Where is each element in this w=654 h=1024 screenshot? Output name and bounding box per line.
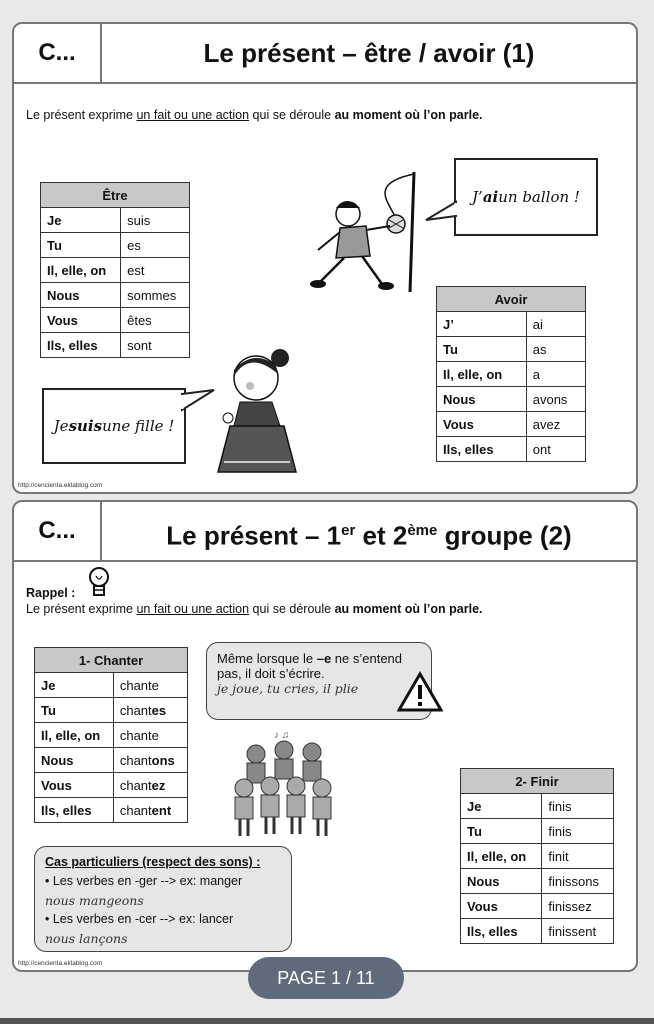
svg-text:♪ ♫: ♪ ♫ bbox=[274, 730, 290, 741]
speech-bubble-girl bbox=[42, 388, 186, 464]
note-line bbox=[217, 651, 421, 666]
table-row bbox=[437, 412, 586, 437]
bubble-verb: suis bbox=[68, 417, 103, 435]
pronoun: Vous bbox=[437, 412, 527, 437]
lesson-card-etre-avoir bbox=[12, 22, 638, 494]
pronoun: Je bbox=[35, 673, 114, 698]
table-row bbox=[41, 258, 190, 283]
intro-underlined: un fait ou une action bbox=[136, 108, 250, 122]
table-row bbox=[41, 208, 190, 233]
pronoun: Vous bbox=[41, 308, 121, 333]
pronoun: Tu bbox=[437, 337, 527, 362]
title-part: Le présent – 1 bbox=[166, 520, 342, 551]
table-row bbox=[461, 819, 614, 844]
note-text: ne s’entend bbox=[331, 651, 403, 666]
table-row bbox=[35, 773, 188, 798]
pronoun: Nous bbox=[461, 869, 542, 894]
table-row bbox=[35, 798, 188, 823]
pronoun: Nous bbox=[35, 748, 114, 773]
verb-stem: chant bbox=[119, 727, 152, 743]
table-row bbox=[437, 387, 586, 412]
special-cases-title: Cas particuliers (respect des sons) : bbox=[45, 855, 261, 869]
table-row bbox=[461, 894, 614, 919]
verb-form bbox=[113, 698, 187, 723]
intro-bold: au moment où l’on parle. bbox=[334, 602, 483, 616]
pronoun: Vous bbox=[461, 894, 542, 919]
intro-text: qui se déroule bbox=[249, 108, 335, 122]
card-header bbox=[14, 502, 636, 562]
bubble-text: Je bbox=[53, 417, 69, 435]
pronoun: Ils, elles bbox=[437, 437, 527, 462]
table-finir bbox=[460, 768, 614, 944]
table-row bbox=[437, 437, 586, 462]
verb-form: sont bbox=[121, 333, 190, 358]
table-row bbox=[41, 283, 190, 308]
title-sup: ème bbox=[407, 522, 438, 539]
table-header: 1- Chanter bbox=[35, 648, 188, 673]
verb-form: as bbox=[526, 337, 585, 362]
verb-form: ont bbox=[526, 437, 585, 462]
card-header bbox=[14, 24, 636, 84]
verb-stem: chant bbox=[119, 777, 152, 793]
verb-ending: ez bbox=[151, 777, 166, 793]
intro-underlined: un fait ou une action bbox=[136, 602, 250, 616]
verb-form: êtes bbox=[121, 308, 190, 333]
pronoun: Je bbox=[461, 794, 542, 819]
card-title bbox=[102, 502, 636, 560]
bottom-bar bbox=[0, 1018, 654, 1024]
pronoun: Il, elle, on bbox=[437, 362, 527, 387]
table-header: Être bbox=[41, 183, 190, 208]
title-part: groupe (2) bbox=[437, 520, 572, 551]
pronoun: Il, elle, on bbox=[41, 258, 121, 283]
bubble-text: un ballon ! bbox=[498, 188, 580, 206]
intro-sentence bbox=[26, 108, 483, 122]
verb-form: avez bbox=[526, 412, 585, 437]
verb-ending: ent bbox=[151, 802, 172, 818]
verb-ending: ons bbox=[151, 752, 175, 768]
verb-stem: chant bbox=[119, 677, 152, 693]
intro-sentence bbox=[26, 602, 483, 616]
special-case-example: nous mangeons bbox=[45, 893, 144, 908]
note-handwritten: je joue, tu cries, il plie bbox=[217, 681, 359, 696]
table-row bbox=[41, 233, 190, 258]
source-url: http://cencienta.eklablog.com bbox=[18, 482, 103, 489]
table-row bbox=[437, 337, 586, 362]
card-code: C... bbox=[14, 502, 102, 560]
bubble-text: J’ bbox=[472, 188, 483, 206]
verb-ending: e bbox=[151, 727, 159, 743]
lightbulb-icon bbox=[88, 566, 110, 600]
pronoun: Nous bbox=[437, 387, 527, 412]
special-case-item: • Les verbes en -cer --> ex: lancer bbox=[45, 912, 234, 926]
verb-form bbox=[113, 723, 187, 748]
pronoun: Je bbox=[41, 208, 121, 233]
verb-form bbox=[113, 748, 187, 773]
pronoun: Tu bbox=[41, 233, 121, 258]
boy-with-ball-icon bbox=[296, 164, 426, 294]
pronoun: Ils, elles bbox=[461, 919, 542, 944]
table-row bbox=[461, 869, 614, 894]
title-sup: er bbox=[341, 522, 356, 539]
pronoun: Il, elle, on bbox=[35, 723, 114, 748]
verb-form bbox=[113, 773, 187, 798]
table-row bbox=[41, 308, 190, 333]
table-header: Avoir bbox=[437, 287, 586, 312]
intro-text: Le présent exprime bbox=[26, 602, 137, 616]
pronoun: Vous bbox=[35, 773, 114, 798]
verb-form bbox=[113, 798, 187, 823]
verb-ending: e bbox=[151, 677, 159, 693]
pronoun: Tu bbox=[35, 698, 114, 723]
pronoun: Il, elle, on bbox=[461, 844, 542, 869]
table-row bbox=[35, 673, 188, 698]
table-row bbox=[35, 723, 188, 748]
card-code: C... bbox=[14, 24, 102, 82]
table-row bbox=[461, 794, 614, 819]
verb-form: finissez bbox=[542, 894, 614, 919]
pronoun: J’ bbox=[437, 312, 527, 337]
note-text: Même lorsque le bbox=[217, 651, 317, 666]
title-part: et 2 bbox=[355, 520, 408, 551]
verb-form bbox=[113, 673, 187, 698]
table-row bbox=[35, 748, 188, 773]
table-header: 2- Finir bbox=[461, 769, 614, 794]
choir-children-icon bbox=[228, 728, 346, 840]
note-box bbox=[206, 642, 432, 720]
page-indicator[interactable]: PAGE 1 / 11 bbox=[248, 957, 404, 999]
intro-bold: au moment où l’on parle. bbox=[334, 108, 483, 122]
verb-form: finissons bbox=[542, 869, 614, 894]
table-row bbox=[437, 362, 586, 387]
verb-form: suis bbox=[121, 208, 190, 233]
pronoun: Tu bbox=[461, 819, 542, 844]
rappel-label: Rappel : bbox=[26, 586, 76, 600]
verb-form: finis bbox=[542, 819, 614, 844]
verb-form: ai bbox=[526, 312, 585, 337]
bubble-verb: ai bbox=[482, 188, 499, 206]
table-row bbox=[461, 919, 614, 944]
note-bold: –e bbox=[316, 651, 332, 666]
verb-stem: chant bbox=[119, 702, 152, 718]
girl-icon bbox=[210, 346, 300, 476]
lesson-card-groupes bbox=[12, 500, 638, 972]
source-url: http://cencienta.eklablog.com bbox=[18, 960, 103, 967]
verb-form: finissent bbox=[542, 919, 614, 944]
verb-form: avons bbox=[526, 387, 585, 412]
warning-icon bbox=[397, 671, 443, 713]
note-line: pas, il doit s’écrire. bbox=[217, 666, 325, 681]
verb-form: finis bbox=[542, 794, 614, 819]
verb-form: sommes bbox=[121, 283, 190, 308]
speech-bubble-boy bbox=[454, 158, 598, 236]
verb-stem: chant bbox=[119, 752, 152, 768]
card-title: Le présent – être / avoir (1) bbox=[203, 38, 535, 68]
bubble-text: une fille ! bbox=[102, 417, 175, 435]
table-row bbox=[461, 844, 614, 869]
verb-stem: chant bbox=[119, 802, 152, 818]
intro-text: Le présent exprime bbox=[26, 108, 137, 122]
table-avoir bbox=[436, 286, 586, 462]
special-cases-box bbox=[34, 846, 292, 952]
table-row bbox=[41, 333, 190, 358]
pronoun: Ils, elles bbox=[35, 798, 114, 823]
special-case-item: • Les verbes en -ger --> ex: manger bbox=[45, 874, 243, 888]
table-etre bbox=[40, 182, 190, 358]
pronoun: Nous bbox=[41, 283, 121, 308]
table-row bbox=[437, 312, 586, 337]
verb-form: est bbox=[121, 258, 190, 283]
pronoun: Ils, elles bbox=[41, 333, 121, 358]
table-chanter bbox=[34, 647, 188, 823]
table-row bbox=[35, 698, 188, 723]
verb-ending: es bbox=[151, 702, 167, 718]
verb-form: finit bbox=[542, 844, 614, 869]
bubble-tail-icon bbox=[424, 200, 458, 224]
verb-form: a bbox=[526, 362, 585, 387]
verb-form: es bbox=[121, 233, 190, 258]
intro-text: qui se déroule bbox=[249, 602, 335, 616]
special-case-example: nous lançons bbox=[45, 931, 128, 946]
